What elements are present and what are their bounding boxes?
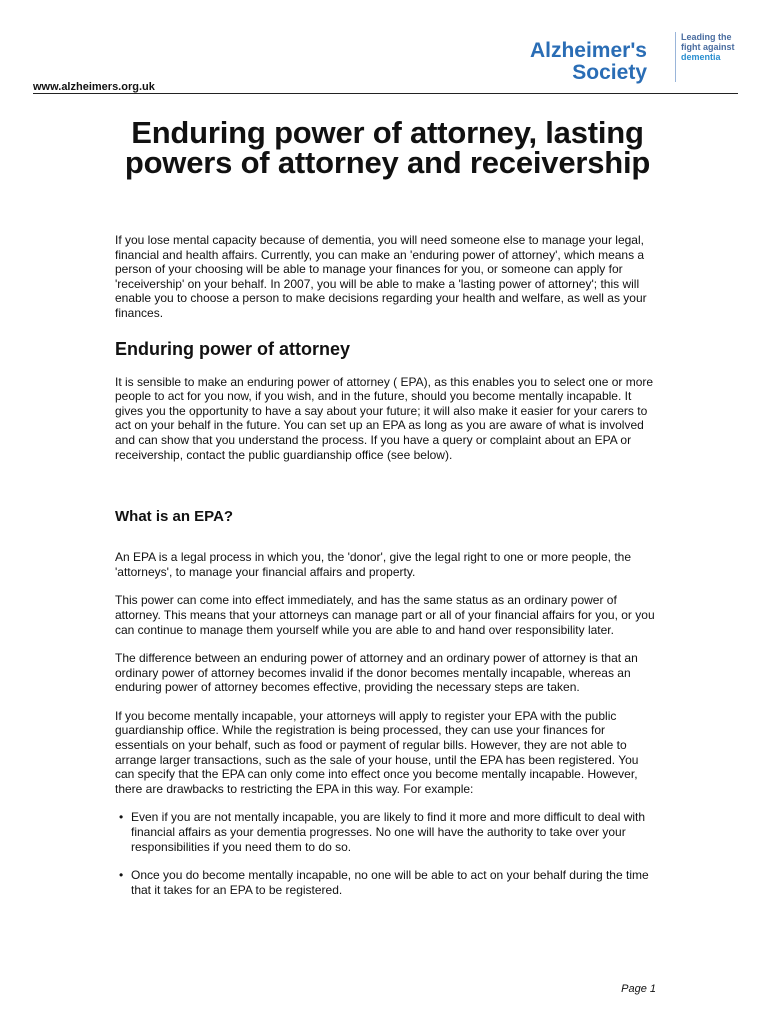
header-divider <box>33 93 738 94</box>
logo-tagline-line2: fight against <box>681 42 735 52</box>
epa-paragraph-2: This power can come into effect immediately, and has the same status as an ordinary power of attorney. This means that your attorneys can manage part or all of your financial affairs for you, or you can continue to manage them yourself while you are able to and hand over responsibility later. <box>115 593 655 637</box>
logo-tagline-line3: dementia <box>681 52 721 62</box>
bullet-icon: • <box>119 868 124 883</box>
epa-drawbacks-list <box>115 810 660 897</box>
bullet-icon: • <box>119 810 124 825</box>
list-item-text: Once you do become mentally incapable, no one will be able to act on your behalf during the time that it takes for an EPA to be registered. <box>131 868 649 897</box>
section-heading-enduring-power: Enduring power of attorney <box>115 338 351 359</box>
document-body <box>115 115 660 897</box>
epa-paragraph-3: The difference between an enduring power of attorney and an ordinary power of attorney is that an ordinary power of attorney becomes invalid if the donor becomes mentally incapable, whereas an enduring power of attorney becomes effective, providing the necessary steps are taken. <box>115 651 638 695</box>
logo-name-line1: Alzheimer's <box>529 39 647 62</box>
epa-paragraph-4: If you become mentally incapable, your attorneys will apply to register your EPA with the public guardianship office. While the registration is being processed, they can use your finances for essentials on your behalf, such as food or payment of regular bills. However, they are not able to arrange larger transactions, such as the sale of your house, until the EPA has been registered. You can specify that the EPA can only come into effect once you become mentally incapable. However, there are drawbacks to restricting the EPA in this way. For example: <box>115 708 639 796</box>
section-heading-what-is-epa: What is an EPA? <box>115 508 234 526</box>
logo-divider <box>675 32 676 82</box>
page-number: Page 1 <box>621 983 656 995</box>
list-item <box>115 810 660 854</box>
intro-paragraph: If you lose mental capacity because of dementia, you will need someone else to manage your legal, financial and health affairs. Currently, you can make an 'enduring power of attorney', which means a person of your choosing will be able to manage your finances for you, or someone can apply for 'receivership' on your behalf. In 2007, you will be able to make a 'lasting power of attorney'; this will enable you to choose a person to make decisions regarding your health and welfare, as well as your finances. <box>115 233 647 320</box>
logo-name-line2: Society <box>572 61 647 84</box>
list-item-text: Even if you are not mentally incapable, you are likely to find it more and more difficult to deal with financial affairs as your dementia progresses. No one will have the authority to take over your responsibilities if you need them to do so. <box>131 810 646 854</box>
website-url[interactable]: www.alzheimers.org.uk <box>33 81 155 93</box>
document-title: Enduring power of attorney, lasting powers of attorney and receivership <box>124 115 651 180</box>
list-item <box>115 868 660 897</box>
alzheimers-society-logo <box>529 28 740 88</box>
logo-tagline <box>681 32 735 62</box>
logo-wordmark <box>530 40 647 84</box>
logo-tagline-line1: Leading the <box>681 32 732 42</box>
epa-paragraph-1: An EPA is a legal process in which you, the 'donor', give the legal right to one or more people, the 'attorneys', to manage your financial affairs and property. <box>115 550 631 579</box>
enduring-power-paragraph: It is sensible to make an enduring power of attorney ( EPA), as this enables you to select one or more people to act for you now, if you wish, and in the future, should you become mentally incapable. It gives you the opportunity to have a say about your future; it will also make it easier for your carers to act on your behalf in the future. You can set up an EPA as long as you are aware of what is involved and can show that you understand the process. If you have a query or complaint about an EPA or receivership, contact the public guardianship office (see below). <box>115 374 654 462</box>
